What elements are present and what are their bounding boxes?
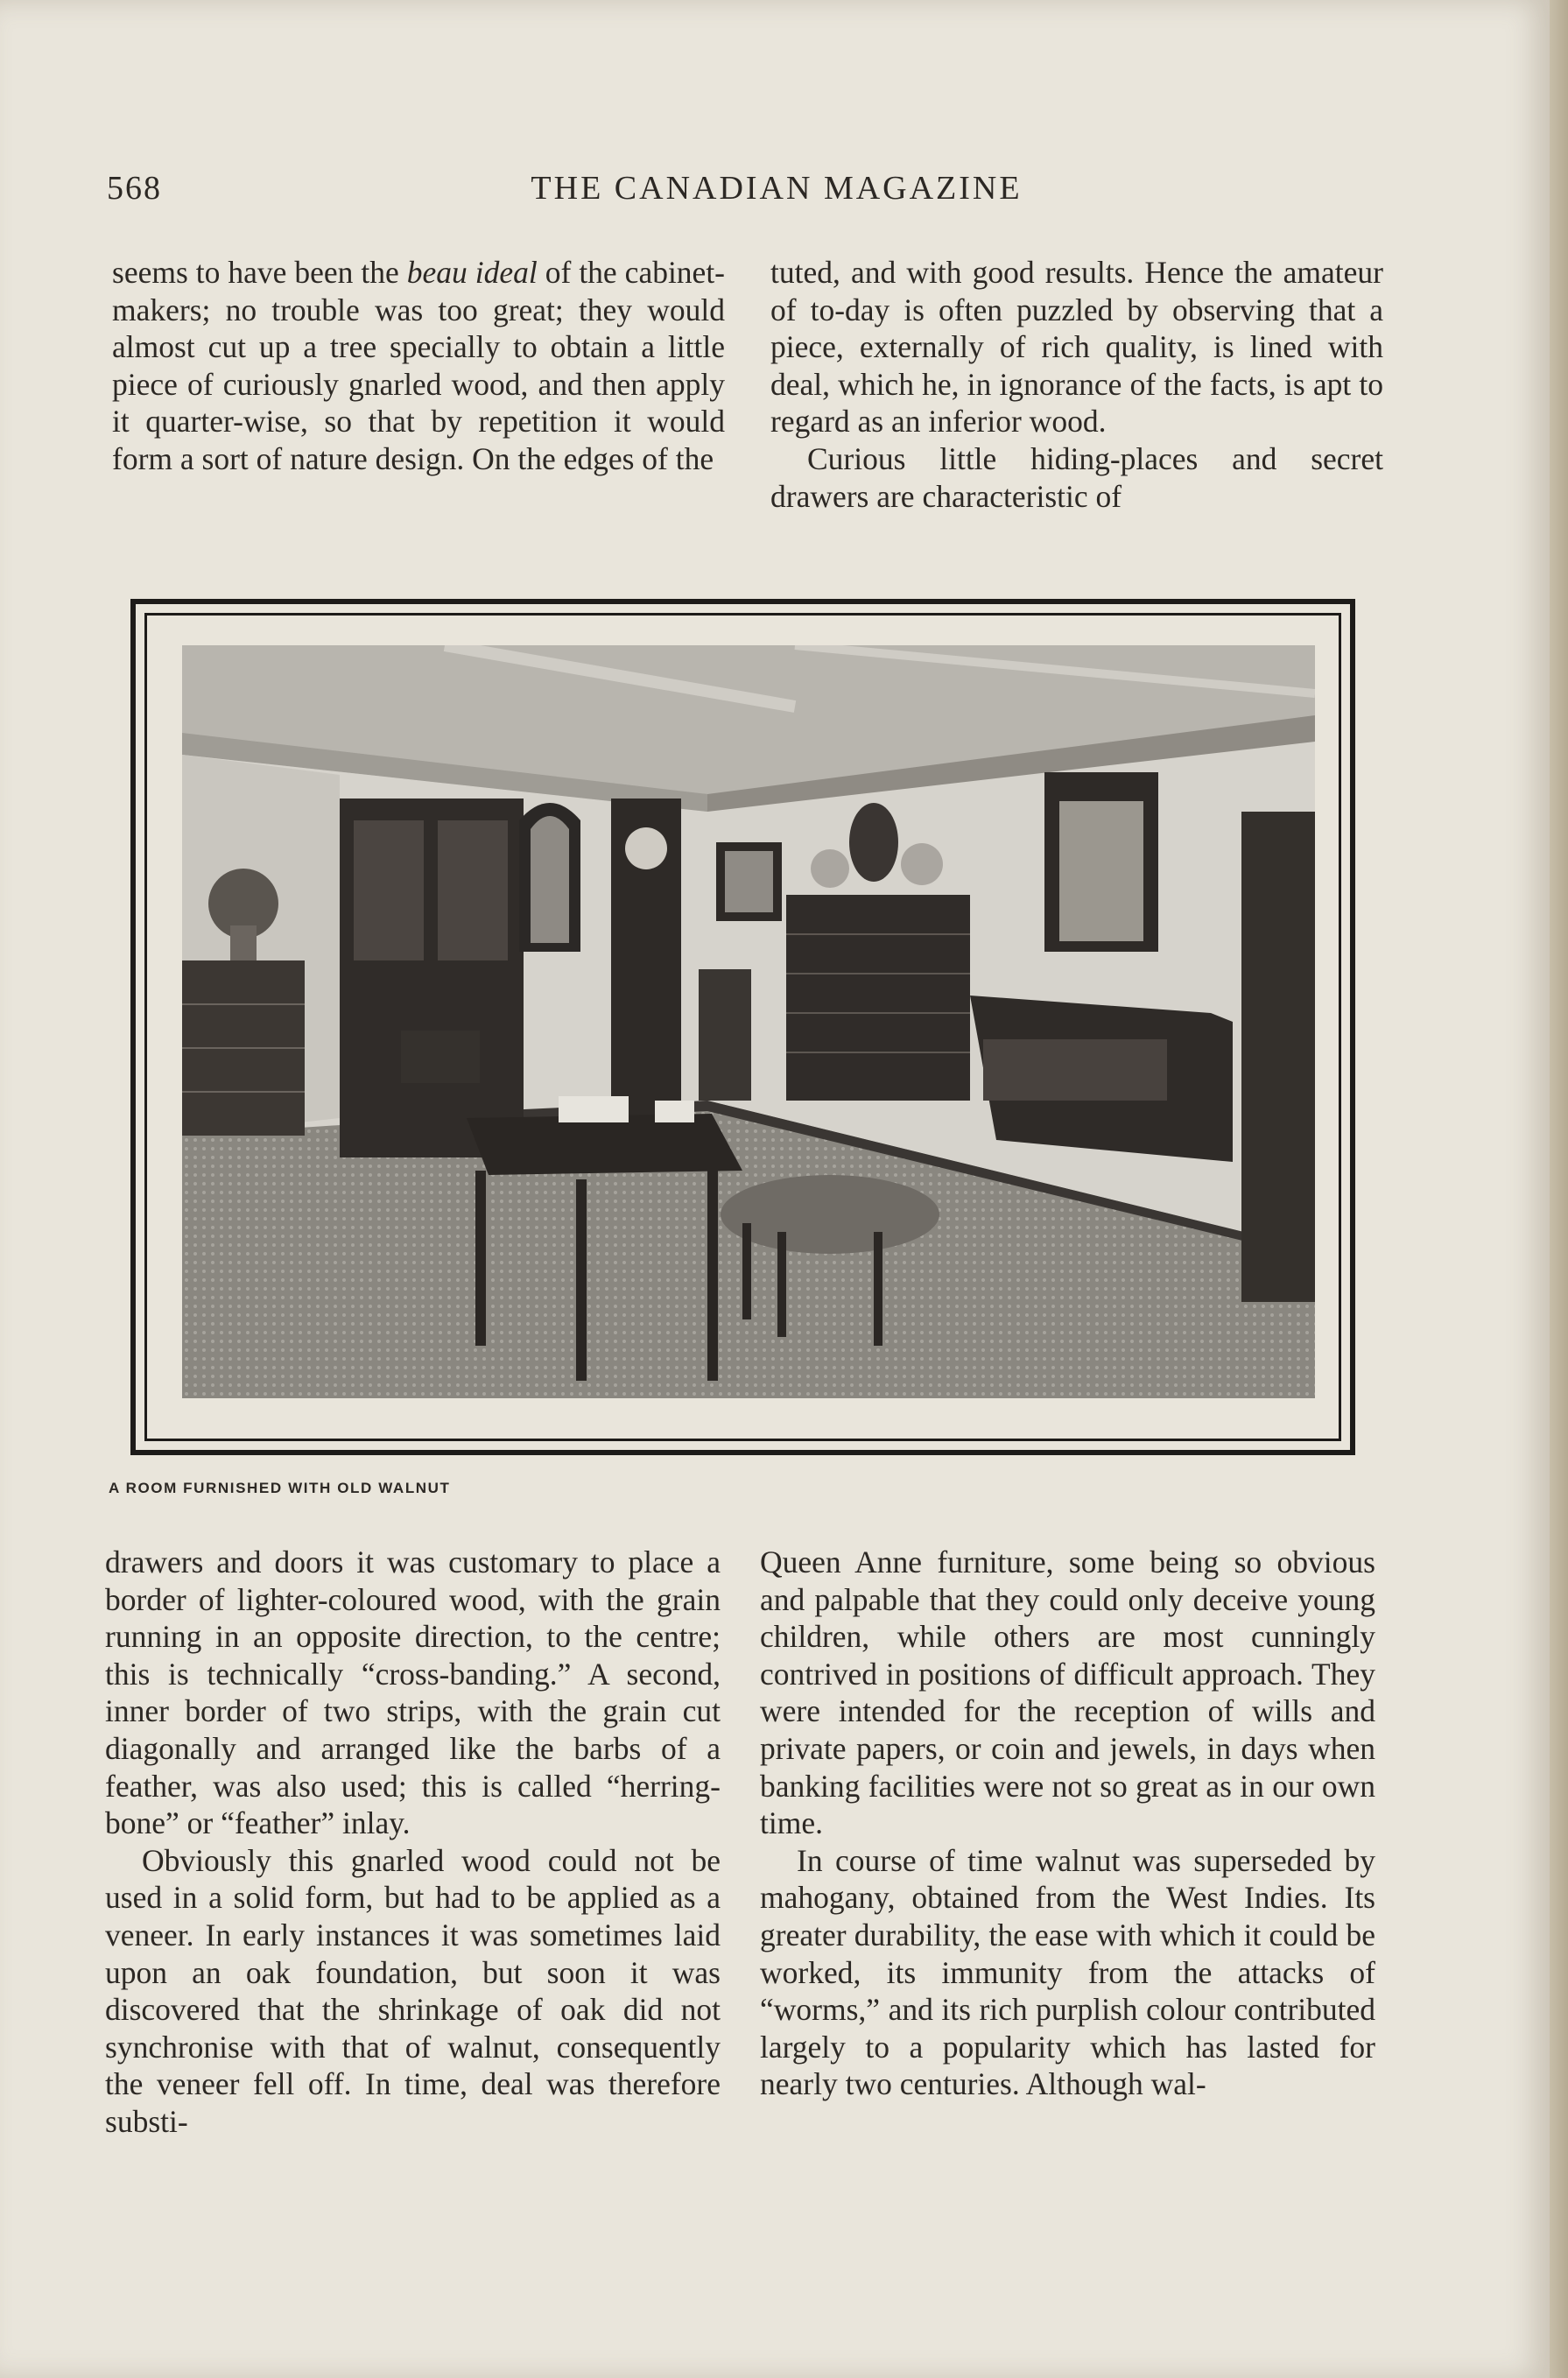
book-spine-edge [1550, 0, 1568, 2378]
bottom-right-column [760, 1544, 1375, 2103]
paragraph: drawers and doors it was customary to place a border of lighter-coloured wood, with the grain running in an opposite direction, to the centre; this is technically “cross-banding.” A second, inner border of two strips, with the grain cut diagonally and arranged like the barbs of a feather, was also used; this is called “herring-bone” or “feather” inlay. [105, 1544, 721, 1841]
paragraph: Curious little hiding-places and secret drawers are characteristic of [770, 440, 1383, 514]
text-run: of the cabinet-makers; no trouble was too great; they would almost cut up a tree specially to obtain a little piece of curiously gnarled wood, and then apply it quarter-wise, so that by repetition it would form a sort of nature design. On the edges of the [112, 255, 725, 476]
paragraph [112, 254, 725, 478]
page-header [107, 169, 1446, 213]
room-photograph [182, 645, 1315, 1398]
text-run: seems to have been the [112, 255, 407, 290]
top-left-column [112, 254, 725, 478]
paragraph: Obviously this gnarled wood could not be used in a solid form, but had to be applied as a veneer. In early instances it was sometimes laid upon an oak foundation, but soon it was discovered that the shrinkage of oak did not synchronise with that of walnut, consequently the veneer fell off. In time, deal was therefore substi- [105, 1842, 721, 2139]
running-head: THE CANADIAN MAGAZINE [531, 170, 1023, 207]
top-right-column [770, 254, 1383, 515]
paragraph: In course of time walnut was superseded by mahogany, obtained from the West Indies. Its greater durability, the ease with which it could be worked, its immunity from the attacks of “worms,” and its rich purplish colour contributed largely to a popularity which has lasted for nearly two centuries. Although wal- [760, 1842, 1375, 2102]
illustration-caption: A ROOM FURNISHED WITH OLD WALNUT [109, 1480, 451, 1496]
page-number: 568 [107, 170, 162, 207]
room-photograph-drawing [182, 645, 1315, 1398]
bottom-left-column [105, 1544, 721, 2141]
paragraph: tuted, and with good results. Hence the amateur of to-day is often puzzled by observing that a piece, externally of rich quality, is lined with deal, which he, in ignorance of the facts, is apt to regard as an inferior wood. [770, 255, 1383, 440]
emphasis-text: beau ideal [406, 255, 538, 290]
paragraph: Queen Anne furniture, some being so obvious and palpable that they could only deceive young children, while others are most cunningly contrived in positions of difficult approach. They were intended for the reception of wills and private papers, or coin and jewels, in days when banking facilities were not so great as in our own time. [760, 1544, 1375, 1841]
